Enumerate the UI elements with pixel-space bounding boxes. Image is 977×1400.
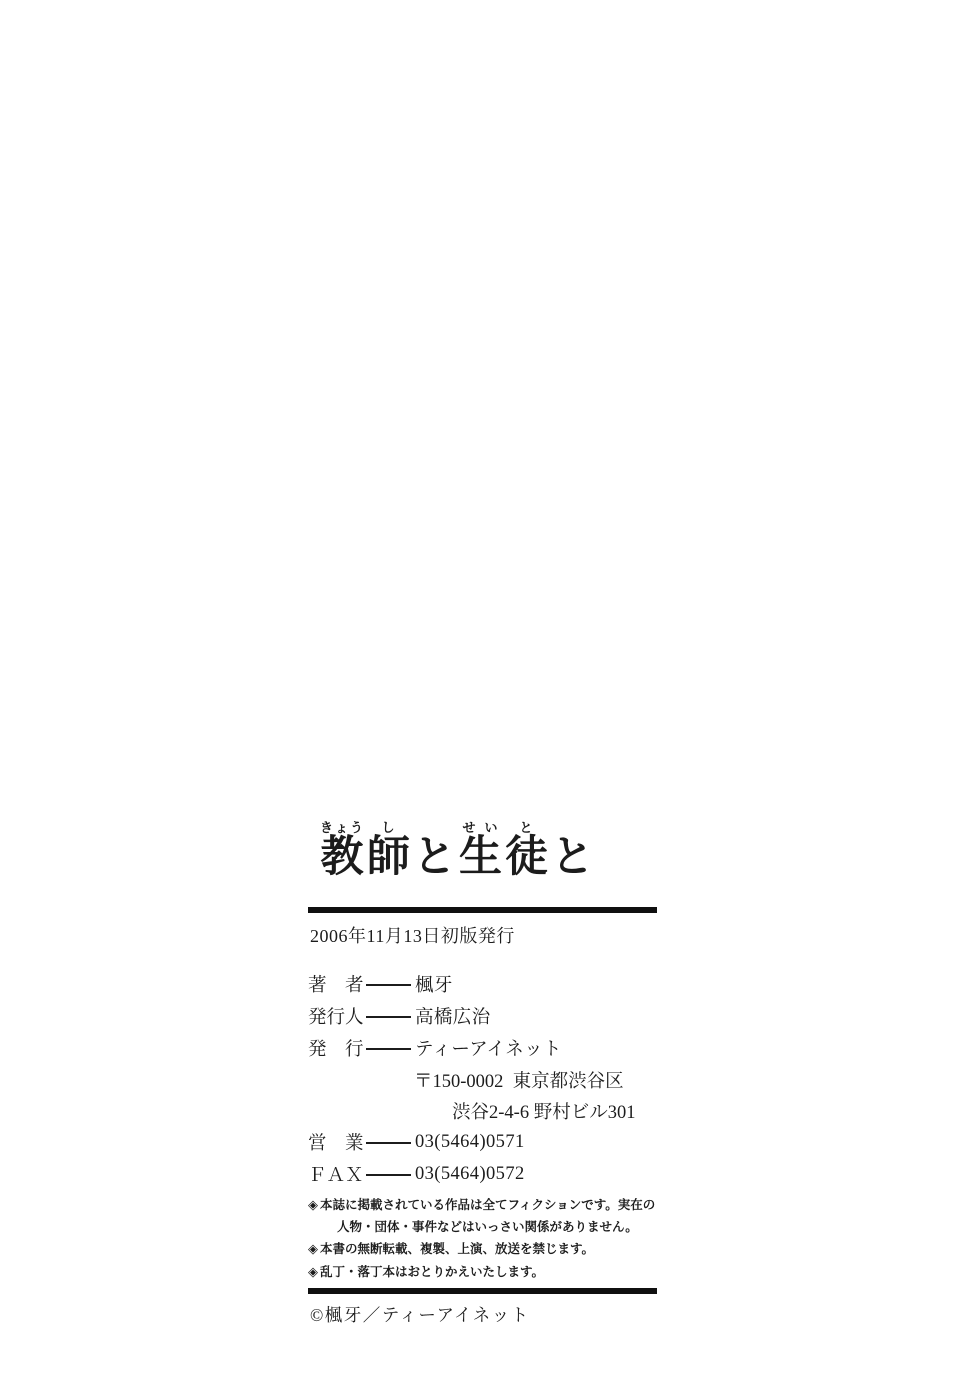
sales-phone-value: 03(5464)0571 — [415, 1131, 525, 1152]
fax-value: 03(5464)0572 — [415, 1163, 525, 1184]
reproduction-prohibition-note — [308, 1238, 657, 1261]
title-char: 教 — [320, 834, 365, 881]
title-char: と — [413, 834, 457, 881]
title-char: 師 — [367, 834, 411, 881]
title-segment — [413, 834, 457, 881]
address-line-2: 渋谷2-4-6 野村ビル301 — [452, 1102, 636, 1123]
title-furigana: せい — [459, 820, 503, 835]
note-text: 乱丁・落丁本はおとりかえいたします。 — [320, 1264, 545, 1279]
author-row — [308, 968, 657, 1000]
copyright-line: ©楓牙／ティーアイネット — [310, 1305, 530, 1325]
colophon-block — [308, 820, 657, 1327]
fax-label: ＦＡＸ — [308, 1166, 364, 1186]
title-char: 生 — [459, 834, 503, 881]
diamond-bullet-icon: ◈ — [308, 1197, 318, 1212]
edition-date: 2006年11月13日初版発行 — [310, 926, 515, 946]
title-char: と — [551, 834, 595, 881]
bottom-rule — [308, 1288, 657, 1294]
dash-connector — [366, 1016, 411, 1018]
note-text: 本書の無断転載、複製、上演、放送を禁じます。 — [320, 1242, 595, 1256]
title-segment — [505, 820, 549, 881]
title-segment — [320, 820, 366, 881]
title-furigana: と — [505, 820, 549, 835]
publisher-label: 発 行 — [308, 1040, 364, 1060]
note-text: 本誌に掲載されている作品は全てフィクションです。実在の人物・団体・事件などはいっさい関係がありません。 — [320, 1198, 656, 1234]
defective-copy-note — [308, 1261, 657, 1284]
top-rule — [308, 907, 657, 913]
diamond-bullet-icon: ◈ — [308, 1241, 318, 1256]
dash-connector — [366, 984, 411, 986]
publisher-person-label: 発行人 — [308, 1008, 364, 1028]
title-segment — [551, 834, 595, 881]
author-label: 著 者 — [308, 976, 364, 996]
disclaimer-notes — [308, 1194, 657, 1283]
diamond-bullet-icon: ◈ — [308, 1263, 318, 1279]
publisher-person-row — [308, 1000, 657, 1032]
dash-connector — [366, 1142, 411, 1144]
publisher-row — [308, 1032, 657, 1064]
title-segment — [367, 820, 411, 881]
sales-phone-label: 営 業 — [308, 1134, 364, 1154]
dash-connector — [366, 1048, 411, 1050]
address-line-1: 〒150-0002 東京都渋谷区 — [414, 1071, 624, 1092]
title-segment — [459, 820, 503, 881]
book-title — [308, 820, 657, 879]
sales-phone-row — [308, 1126, 657, 1158]
publisher-value: ティーアイネット — [415, 1040, 562, 1060]
title-furigana: し — [367, 820, 411, 835]
title-furigana: きょう — [320, 820, 366, 835]
fiction-disclaimer-note — [308, 1194, 657, 1238]
title-char: 徒 — [505, 834, 549, 881]
publisher-person-value: 高橋広治 — [415, 1008, 491, 1028]
dash-connector — [366, 1174, 411, 1176]
fax-row — [308, 1158, 657, 1190]
publication-info — [308, 968, 657, 1190]
author-value: 楓牙 — [415, 976, 453, 996]
